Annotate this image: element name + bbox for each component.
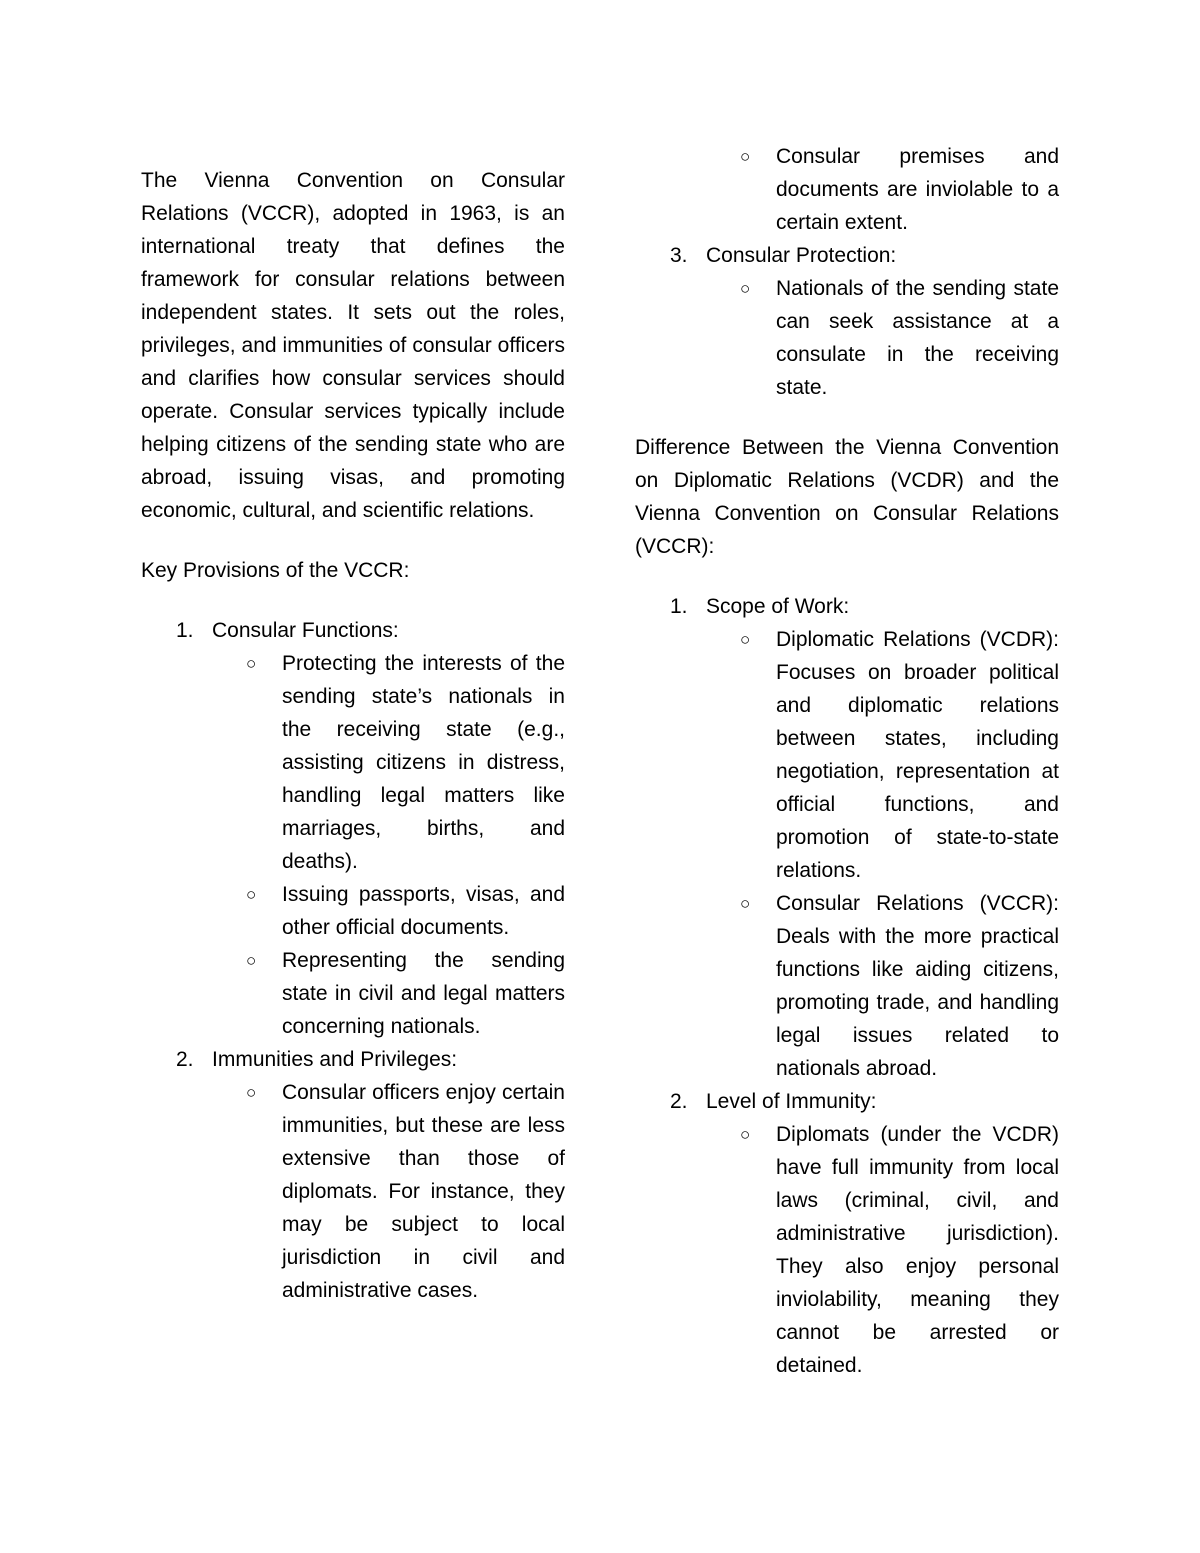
- sub-list-item: [635, 623, 1059, 887]
- intro-paragraph: The Vienna Convention on Consular Relations (VCCR), adopted in 1963, is an international treaty that defines the framework for consular relations between independent states. It sets out the roles, privileges, and immunities of consular officers and clarifies how consular services should operate. Consular services typically include helping citizens of the sending state who are abroad, issuing visas, and promoting economic, cultural, and scientific relations.: [141, 169, 565, 522]
- bullet-icon: ○: [740, 147, 751, 166]
- sub-list-item-text: Consular premises and documents are inviolable to a certain extent.: [776, 145, 1059, 234]
- left-column: [141, 164, 565, 1307]
- bullet-icon: ○: [246, 885, 257, 904]
- sub-list-item-text: Consular Relations (VCCR): Deals with the more practical functions like aiding citizens, promoting trade, and handling legal issues related to nationals abroad.: [776, 892, 1059, 1080]
- sub-list-item: [635, 1118, 1059, 1382]
- list-number: 3.: [670, 244, 688, 267]
- list-item: [635, 1085, 1059, 1382]
- list-item-label: Consular Functions:: [212, 619, 399, 642]
- sub-list-item: [141, 1076, 565, 1307]
- list-item: [635, 590, 1059, 1085]
- key-provisions-list: [141, 614, 565, 1307]
- list-item-label: Immunities and Privileges:: [212, 1048, 458, 1071]
- sub-list-item-text: Representing the sending state in civil and legal matters concerning nationals.: [282, 949, 565, 1038]
- sub-list-item-text: Protecting the interests of the sending state’s nationals in the receiving state (e.g., assisting citizens in distress, handling legal matters like marriages, births, and deaths).: [282, 652, 565, 873]
- bullet-icon: ○: [246, 1083, 257, 1102]
- list-number: 2.: [670, 1090, 688, 1113]
- bullet-icon: ○: [740, 630, 751, 649]
- list-item-label: Scope of Work:: [706, 595, 850, 618]
- bullet-icon: ○: [740, 1125, 751, 1144]
- key-provisions-heading: Key Provisions of the VCCR:: [141, 559, 410, 582]
- sub-list-item: [141, 878, 565, 944]
- list-number: 1.: [670, 595, 688, 618]
- list-item-label: Consular Protection:: [706, 244, 897, 267]
- sub-list-item: [141, 944, 565, 1043]
- bullet-icon: ○: [740, 279, 751, 298]
- sub-list-item-text: Diplomats (under the VCDR) have full immunity from local laws (criminal, civil, and administrative jurisdiction). They also enjoy personal inviolability, meaning they cannot be arrested or detained.: [776, 1123, 1059, 1377]
- list-item-label: Level of Immunity:: [706, 1090, 877, 1113]
- list-item: [141, 1043, 565, 1307]
- sub-list-item: [141, 647, 565, 878]
- right-column: [635, 140, 1059, 1382]
- list-number: 2.: [176, 1048, 194, 1071]
- sub-list-item-text: Consular officers enjoy certain immunities, but these are less extensive than those of diplomats. For instance, they may be subject to local jurisdiction in civil and administrative cases.: [282, 1081, 565, 1302]
- bullet-icon: ○: [246, 951, 257, 970]
- difference-heading: Difference Between the Vienna Convention on Diplomatic Relations (VCDR) and the Vienna Convention on Consular Relations (VCCR):: [635, 436, 1059, 558]
- sub-list-item: [635, 887, 1059, 1085]
- sub-list-item: [635, 140, 1059, 239]
- sub-list-item-text: Diplomatic Relations (VCDR): Focuses on broader political and diplomatic relations between states, including negotiation, representation at official functions, and promotion of state-to-state relations.: [776, 628, 1059, 882]
- bullet-icon: ○: [246, 654, 257, 673]
- bullet-icon: ○: [740, 894, 751, 913]
- sub-list-item-text: Nationals of the sending state can seek assistance at a consulate in the receiving state.: [776, 277, 1059, 399]
- sub-list-item-text: Issuing passports, visas, and other official documents.: [282, 883, 565, 939]
- list-item: [635, 239, 1059, 404]
- difference-list: [635, 590, 1059, 1382]
- list-item: [141, 614, 565, 1043]
- sub-list-item: [635, 272, 1059, 404]
- list-number: 1.: [176, 619, 194, 642]
